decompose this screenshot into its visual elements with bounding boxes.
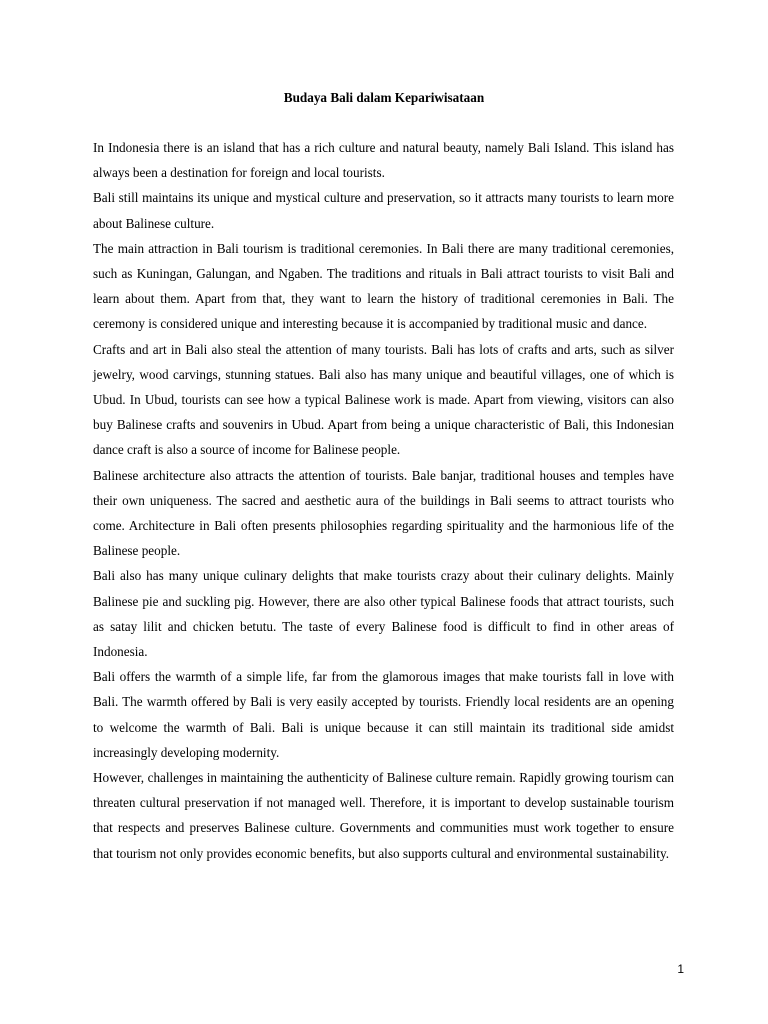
paragraph: Balinese architecture also attracts the attention of tourists. Bale banjar, traditional houses and temples have their own uniqueness. The sacred and aesthetic aura of the buildings in Bali seems to attract tourists who come. Architecture in Bali often presents philosophies regarding spirituality and the harmonious life of the Balinese people. — [93, 467, 674, 559]
paragraph: However, challenges in maintaining the authenticity of Balinese culture remain. Rapidly growing tourism can threaten cultural preservation if not managed well. Therefore, it is important to develop sustainable tourism that respects and preserves Balinese culture. Governments and communities must work together to ensure that tourism not only provides economic benefits, but also supports cultural and environmental sustainability. — [93, 770, 674, 861]
document-title: Budaya Bali dalam Kepariwisataan — [283, 90, 485, 105]
paragraph: The main attraction in Bali tourism is traditional ceremonies. In Bali there are many traditional ceremonies, such as Kuningan, Galungan, and Ngaben. The traditions and rituals in Bali attract tourists to visit Bali and learn about them. Apart from that, they want to learn the history of traditional ceremonies in Bali. The ceremony is considered unique and interesting because it is accompanied by traditional music and dance. — [93, 240, 674, 332]
paragraph: In Indonesia there is an island that has a rich culture and natural beauty, namely Bali Island. This island has always been a destination for foreign and local tourists. — [93, 140, 674, 181]
paragraph: Bali offers the warmth of a simple life, far from the glamorous images that make tourists fall in love with Bali. The warmth offered by Bali is very easily accepted by tourists. Friendly local residents are an opening to welcome the warmth of Bali. Bali is unique because it can still maintain its traditional side amidst increasingly developing modernity. — [93, 669, 674, 760]
page-number: 1 — [677, 962, 684, 976]
paragraph: Crafts and art in Bali also steal the attention of many tourists. Bali has lots of crafts and arts, such as silver jewelry, wood carvings, stunning statues. Bali also has many unique and beautiful villages, one of which is Ubud. In Ubud, tourists can see how a typical Balinese work is made. Apart from viewing, visitors can also buy Balinese crafts and souvenirs in Ubud. Apart from being a unique characteristic of Bali, this Indonesian dance craft is also a source of income for Balinese people. — [93, 341, 674, 458]
paragraph: Bali also has many unique culinary delights that make tourists crazy about their culinary delights. Mainly Balinese pie and suckling pig. However, there are also other typical Balinese foods that attract tourists, such as satay lilit and chicken betutu. The taste of every Balinese food is difficult to find in other areas of Indonesia. — [93, 568, 674, 660]
document-body — [93, 135, 674, 866]
paragraph: Bali still maintains its unique and mystical culture and preservation, so it attracts many tourists to learn more about Balinese culture. — [93, 190, 674, 231]
